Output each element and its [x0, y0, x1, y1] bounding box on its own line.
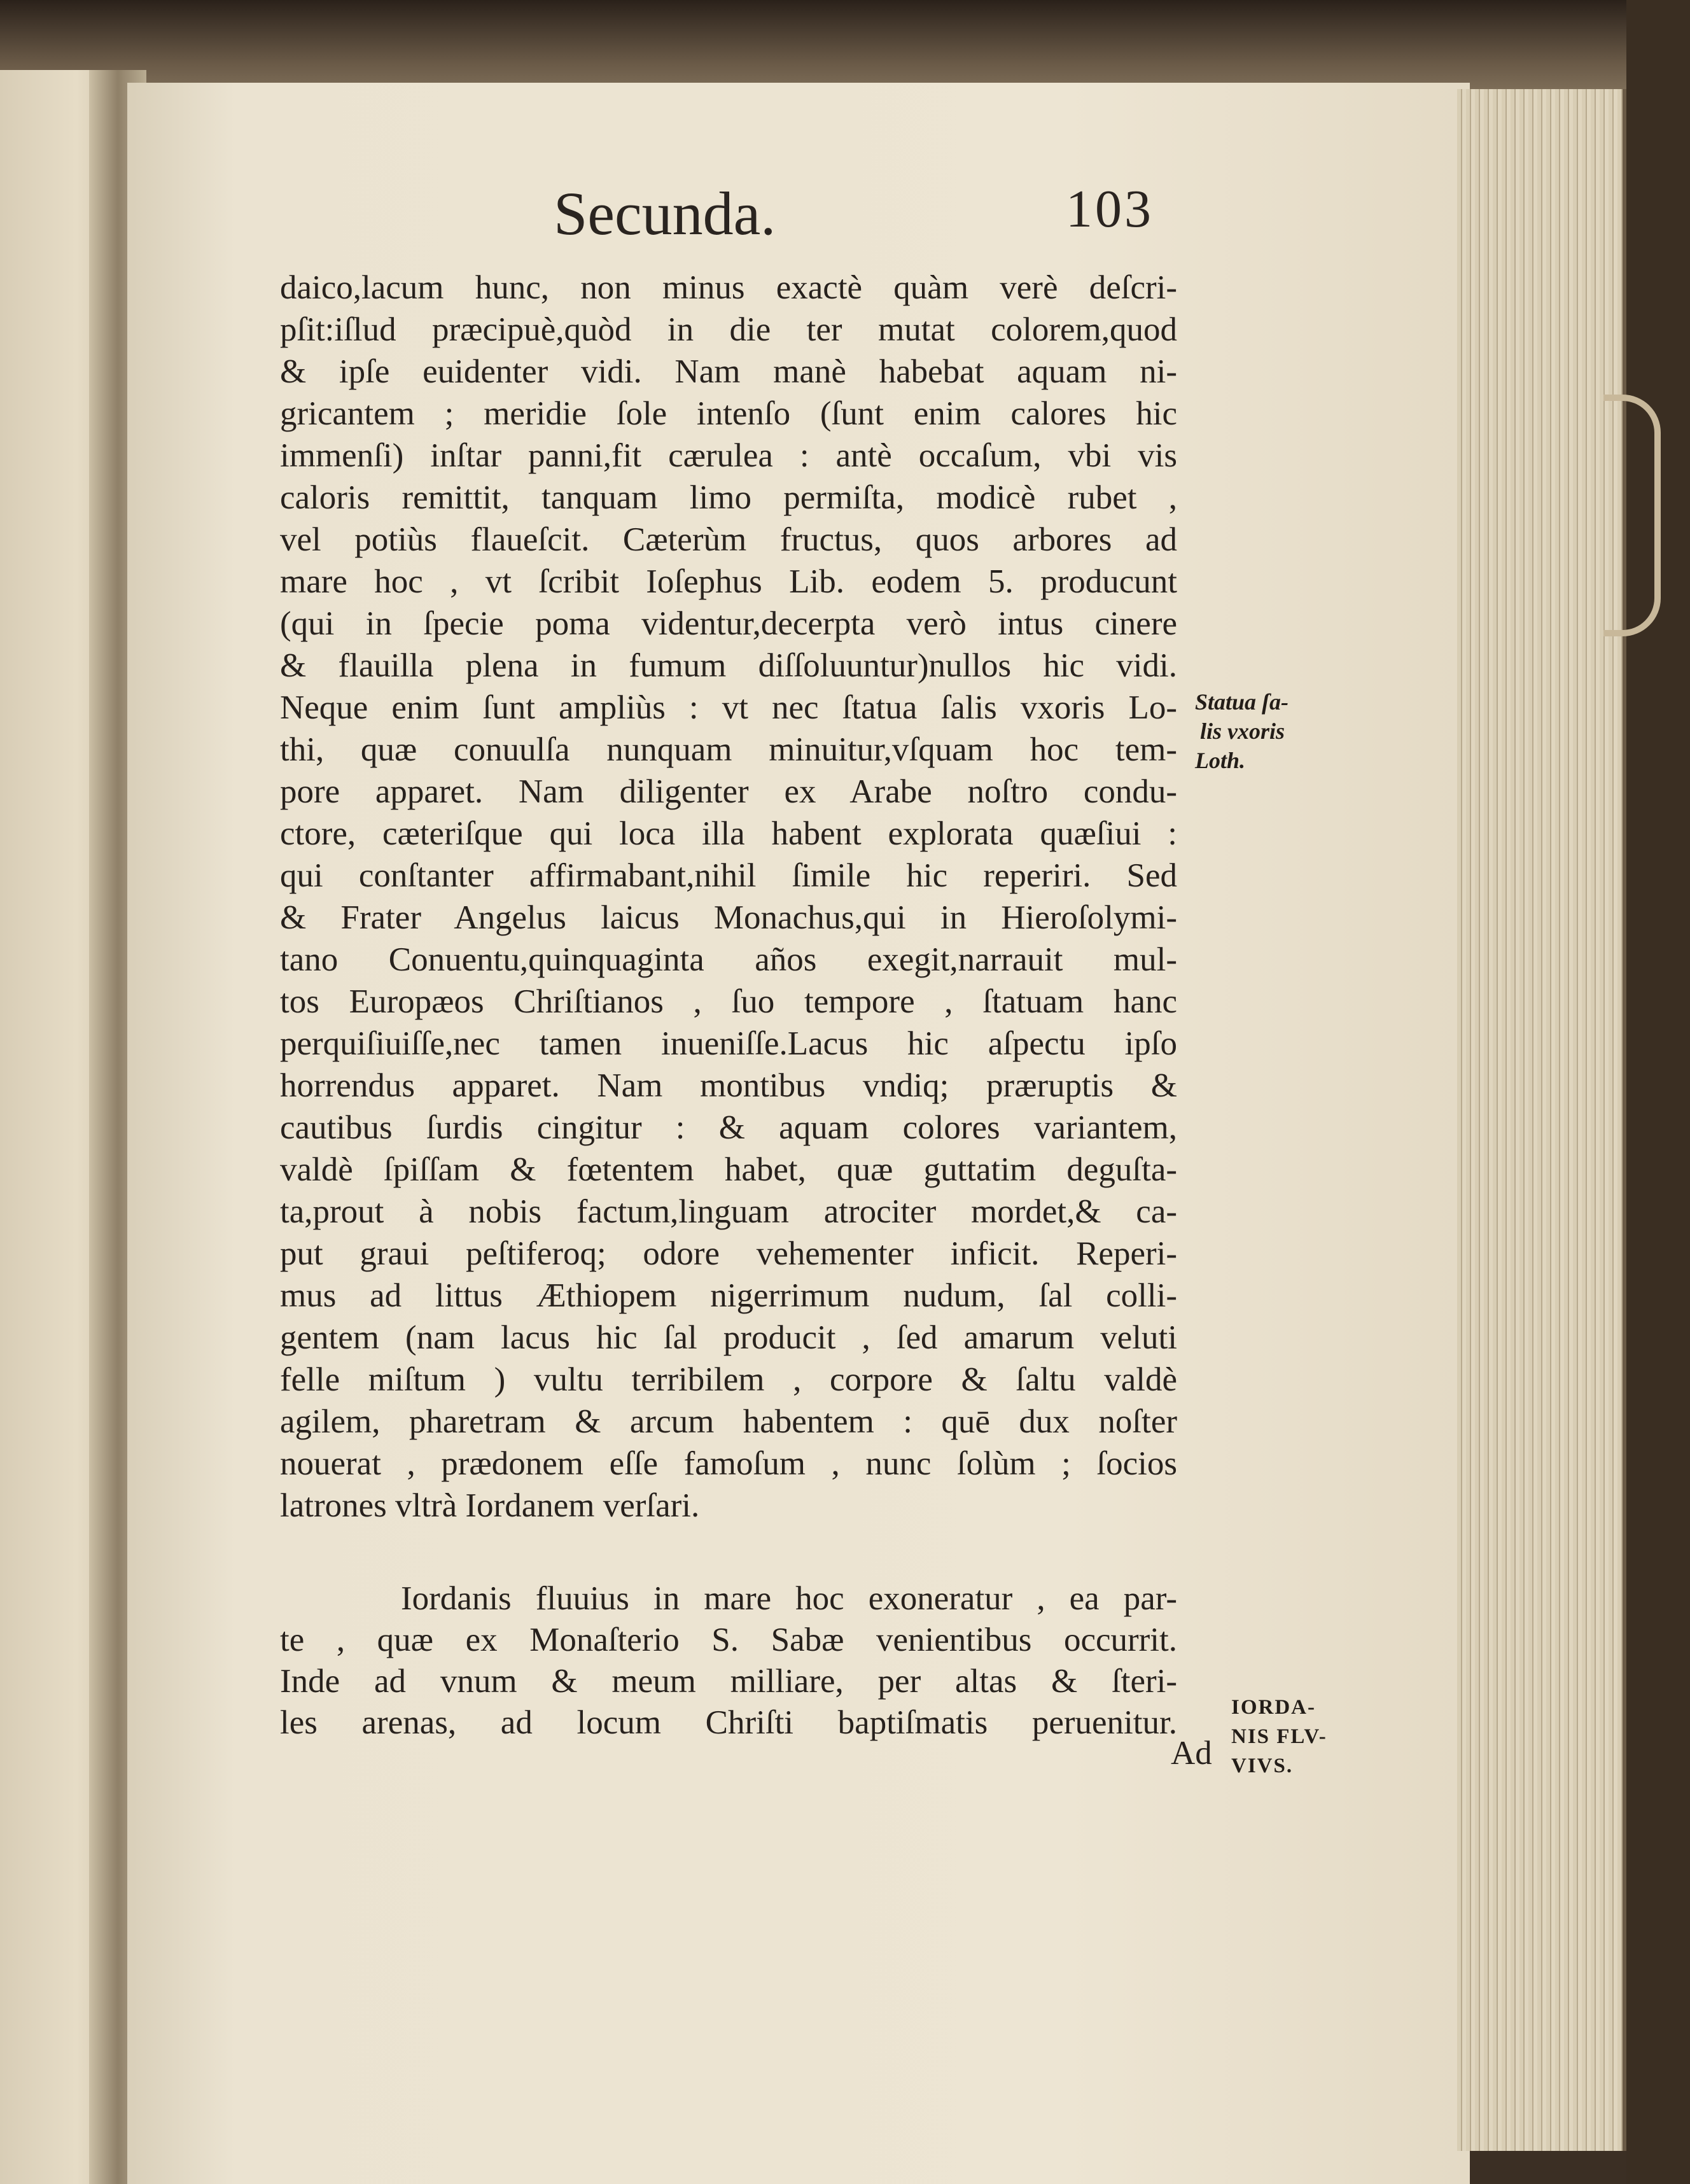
- text-line: pore apparet. Nam diligenter ex Arabe noſtro condu-: [280, 773, 1177, 810]
- margin-note-line: NIS FLV-: [1231, 1725, 1327, 1748]
- margin-note-line: VIVS.: [1231, 1754, 1294, 1777]
- catchword: Ad: [1171, 1735, 1212, 1772]
- margin-note-line: Statua ſa-: [1195, 689, 1289, 715]
- margin-note-iordanis: [1231, 1693, 1327, 1781]
- text-line: latrones vltrà Iordanem verſari.: [280, 1487, 700, 1524]
- text-line: gentem (nam lacus hic ſal producit , ſed amarum veluti: [280, 1319, 1177, 1356]
- text-line: horrendus apparet. Nam montibus vndiq; præruptis &: [280, 1067, 1177, 1104]
- background: [1626, 0, 1690, 2184]
- text-line: mus ad littus Æthiopem nigerrimum nudum, ſal colli-: [280, 1277, 1177, 1314]
- page-number: 103: [1066, 179, 1154, 239]
- text-line: gricantem ; meridie ſole intenſo (ſunt enim calores hic: [280, 395, 1177, 432]
- text-line: les arenas, ad locum Chriſti baptiſmatis peruenitur.: [280, 1704, 1177, 1741]
- page-edges: [1457, 89, 1626, 2151]
- text-line: te , quæ ex Monaſterio S. Sabæ venientibus occurrit.: [280, 1621, 1177, 1658]
- text-line: tos Europæos Chriſtianos , ſuo tempore , ſtatuam hanc: [280, 983, 1177, 1020]
- text-line: vel potiùs flaueſcit. Cæterùm fructus, quos arbores ad: [280, 521, 1177, 558]
- text-line: Neque enim ſunt ampliùs : vt nec ſtatua ſalis vxoris Lo-: [280, 689, 1177, 726]
- text-line: perquiſiuiſſe,nec tamen inueniſſe.Lacus hic aſpectu ipſo: [280, 1025, 1177, 1062]
- text-line: felle miſtum ) vultu terribilem , corpore & ſaltu valdè: [280, 1361, 1177, 1398]
- margin-note-line: Loth.: [1195, 748, 1246, 773]
- text-line: Inde ad vnum & meum milliare, per altas & ſteri-: [280, 1663, 1177, 1700]
- text-line: & ipſe euidenter vidi. Nam manè habebat aquam ni-: [280, 353, 1177, 390]
- text-line: pſit:iſlud præcipuè,quòd in die ter mutat colorem,quod: [280, 311, 1177, 348]
- text-line: mare hoc , vt ſcribit Ioſephus Lib. eodem 5. producunt: [280, 563, 1177, 600]
- text-line: & flauilla plena in fumum diſſoluuntur)nullos hic vidi.: [280, 647, 1177, 684]
- text-line: cautibus ſurdis cingitur : & aquam colores variantem,: [280, 1109, 1177, 1146]
- running-head: Secunda.: [554, 179, 776, 248]
- text-line: (qui in ſpecie poma videntur,decerpta verò intus cinere: [280, 605, 1177, 642]
- text-line: valdè ſpiſſam & fœtentem habet, quæ guttatim deguſta-: [280, 1151, 1177, 1188]
- text-line: qui conſtanter affirmabant,nihil ſimile hic reperiri. Sed: [280, 857, 1177, 894]
- text-line: ta,prout à nobis factum,linguam atrociter mordet,& ca-: [280, 1193, 1177, 1230]
- text-line: ctore, cæteriſque qui loca illa habent explorata quæſiui :: [280, 815, 1177, 852]
- text-line: & Frater Angelus laicus Monachus,qui in Hieroſolymi-: [280, 899, 1177, 936]
- text-line: thi, quæ conuulſa nunquam minuitur,vſquam hoc tem-: [280, 731, 1177, 768]
- margin-note-line: lis vxoris: [1200, 718, 1285, 744]
- margin-note-statua: [1195, 687, 1288, 775]
- text-line: put graui peſtiferoq; odore vehementer inficit. Reperi-: [280, 1235, 1177, 1272]
- text-line: nouerat , prædonem eſſe famoſum , nunc ſolùm ; ſocios: [280, 1445, 1177, 1482]
- text-line: caloris remittit, tanquam limo permiſta, modicè rubet ,: [280, 479, 1177, 516]
- text-line: tano Conuentu,quinquaginta años exegit,narrauit mul-: [280, 941, 1177, 978]
- text-line: daico,lacum hunc, non minus exactè quàm verè deſcri-: [280, 269, 1177, 306]
- margin-note-line: IORDA-: [1231, 1696, 1316, 1719]
- ribbon-marker: [1603, 395, 1661, 636]
- text-line: Iordanis fluuius in mare hoc exoneratur , ea par-: [401, 1580, 1177, 1617]
- text-line: immenſi) inſtar panni,fit cærulea : antè occaſum, vbi vis: [280, 437, 1177, 474]
- text-line: agilem, pharetram & arcum habentem : quē dux noſter: [280, 1403, 1177, 1440]
